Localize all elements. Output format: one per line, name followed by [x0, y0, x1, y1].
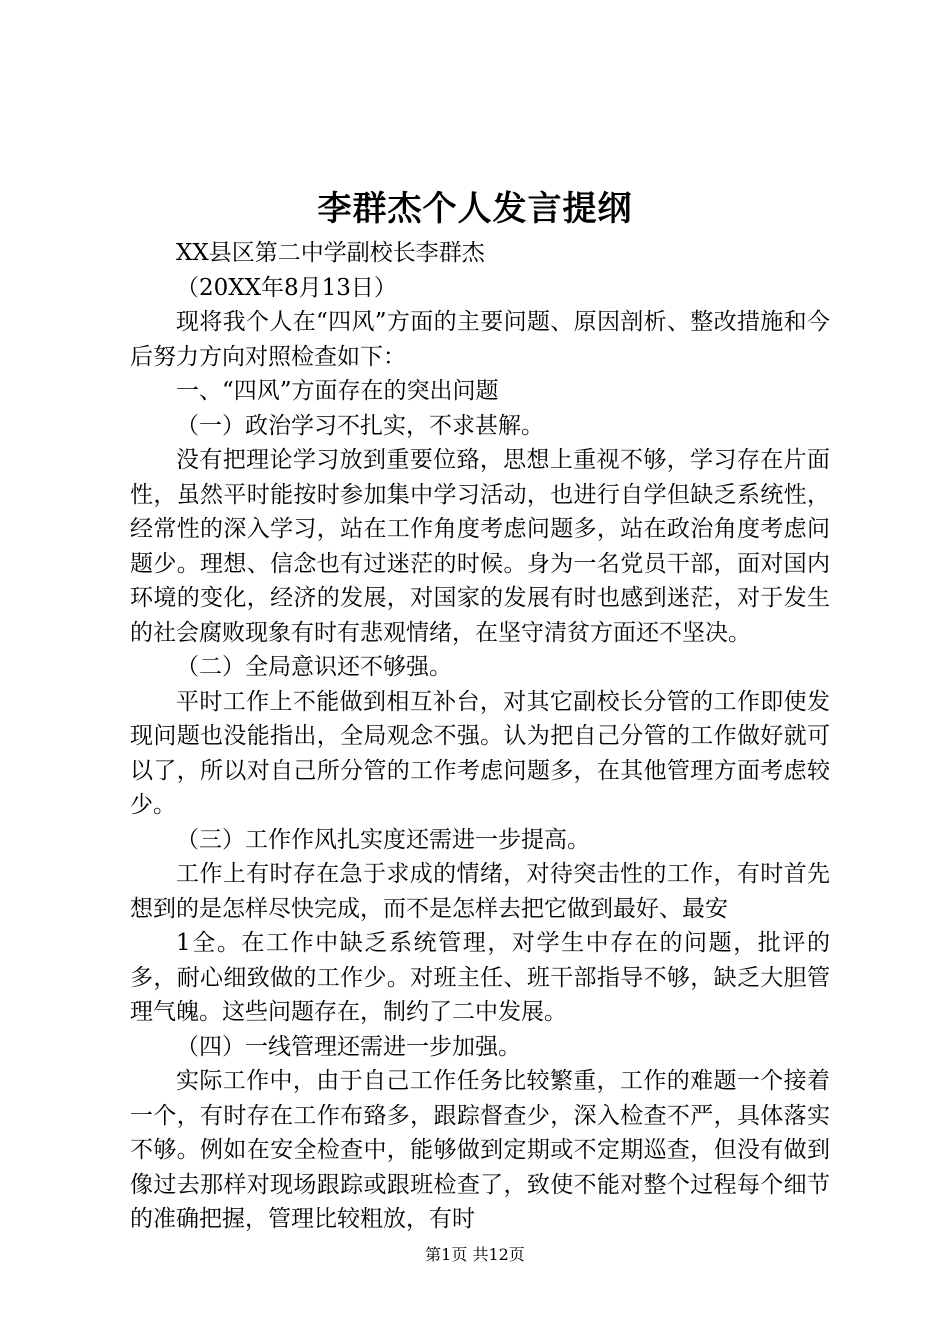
subheading-2: （二）全局意识还不够强。	[176, 654, 452, 680]
section-heading: 一、“四风”方面存在的突出问题	[176, 378, 499, 404]
document-title: 李群杰个人发言提纲	[317, 189, 633, 229]
intro-paragraph: 现将我个人在“四风”方面的主要问题、原因剖析、整改措施和今后努力方向对照检查如下：	[130, 309, 830, 370]
paragraph-3: 工作上有时存在急于求成的情绪，对待突击性的工作，有时首先想到的是怎样尽快完成，而不是怎样去把它做到最好、最安	[130, 861, 830, 922]
subheading-3: （三）工作作风扎实度还需进一步提高。	[176, 826, 590, 853]
page-footer: 第1页 共12页	[425, 1245, 525, 1264]
document-body	[130, 236, 830, 1237]
subheading-4: （四）一线管理还需进一步加强。	[176, 1033, 521, 1060]
paragraph-2: 平时工作上不能做到相互补台，对其它副校长分管的工作即使发现问题也没能指出，全局观念不强。认为把自己分管的工作做好就可以了，所以对自己所分管的工作考虑问题多，在其他管理方面考虑较少。	[130, 688, 830, 818]
paragraph-1: 没有把理论学习放到重要位臵，思想上重视不够，学习存在片面性，虽然平时能按时参加集中学习活动，也进行自学但缺乏系统性，经常性的深入学习，站在工作角度考虑问题多，站在政治角度考虑问题少。理想、信念也有过迷茫的时候。身为一名党员干部，面对国内环境的变化，经济的发展，对国家的发展有时也感到迷茫，对于发生的社会腐败现象有时有悲观情绪，在坚守清贫方面还不坚决。	[130, 447, 830, 646]
date-line: （20XX年8月13日）	[176, 274, 397, 301]
author-line: XX县区第二中学副校长李群杰	[176, 240, 485, 266]
paragraph-3-continued: 1全。在工作中缺乏系统管理，对学生中存在的问题，批评的多，耐心细致做的工作少。对班主任、班干部指导不够，缺乏大胆管理气魄。这些问题存在，制约了二中发展。	[130, 930, 830, 1025]
paragraph-4: 实际工作中，由于自己工作任务比较繁重，工作的难题一个接着一个，有时存在工作布臵多，跟踪督查少，深入检查不严，具体落实不够。例如在安全检查中，能够做到定期或不定期巡查，但没有做到像过去那样对现场跟踪或跟班检查了，致使不能对整个过程每个细节的准确把握，管理比较粗放，有时	[130, 1068, 830, 1232]
subheading-1: （一）政治学习不扎实，不求甚解。	[176, 412, 544, 439]
